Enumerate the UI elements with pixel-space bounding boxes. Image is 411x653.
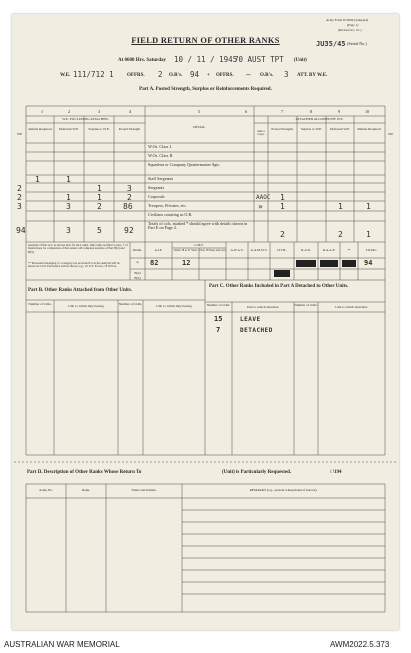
total-value: 3	[66, 226, 71, 235]
cell-value: »	[258, 202, 263, 211]
part-c-col1: Number of O.Rs.	[206, 303, 231, 307]
unit-value: 70 AUST TPT	[234, 55, 284, 64]
we-value: 111/712 1	[73, 70, 114, 79]
col-number-4: 4	[129, 109, 132, 114]
analysis-row-b3: B(3)	[134, 276, 141, 280]
analysis-note-2: ** Personnel belonging to a category not provided for in the analysis will be shown in Civil. Particulars will be shown, e.g., 25 U.S. Forces, 10 W.N.A.	[28, 261, 120, 269]
hdr-deficient-we: Deficient W.E.	[58, 127, 80, 131]
part-c-number: 7	[216, 326, 221, 334]
we-label: W.E.	[60, 73, 71, 78]
analysis-hdr-cmf-under: Under 18 to 31 Years	[173, 249, 198, 252]
part-c-number: 15	[214, 315, 223, 323]
part-c-col3: Number of O.Rs.	[294, 303, 318, 307]
col-number-2: 2	[68, 109, 71, 114]
analysis-hdr-aamws: A.A.M.W.S.	[250, 248, 268, 252]
part-d-hdr-rank: Rank.	[81, 488, 90, 492]
col-number-10: 10	[365, 109, 370, 114]
part-d-hdr-name: Name and Initials.	[131, 488, 157, 492]
cell-value: 3	[66, 202, 71, 211]
att-label: ATT. BY W.E.	[297, 73, 328, 78]
col-number-5: 5	[198, 109, 201, 114]
cell-value: 3	[17, 202, 22, 211]
revised-note: (Revised Oct., 19..)	[338, 28, 362, 32]
total-value: 2	[338, 230, 343, 239]
col-number-9: 9	[338, 109, 341, 114]
analysis-hdr-cmf: C.M.F.	[194, 243, 204, 247]
ors-value: 94	[190, 70, 200, 79]
row-detail: Troopers, Privates, etc.	[148, 203, 187, 208]
analysis-hdr-awas: A.W.A.S.	[230, 248, 244, 252]
cell-value: 1	[66, 175, 71, 184]
col-number-6: 6	[245, 109, 248, 114]
part-d-hdr-army-no: Army No.	[39, 488, 53, 492]
part-d-title: Part D. Description of Other Ranks Whose Return To	[27, 470, 142, 475]
plus-sign: +	[207, 73, 210, 78]
analysis-hdr-detail: Detail.	[132, 248, 143, 252]
analysis-row-b2: B(2)	[134, 271, 141, 275]
analysis-hdr-civil: CIVIL.	[277, 248, 287, 252]
serial-value: JU35/45	[316, 40, 346, 48]
date-value: 10 / 11 / 1945	[174, 55, 238, 64]
analysis-hdr-total: TOTAL.	[365, 248, 378, 252]
part-d-date: / /194	[330, 470, 342, 475]
part-a-title: Part A. Posted Strength, Surplus or Reinforcements Required.	[139, 87, 272, 92]
cell-value: 1	[97, 193, 102, 202]
analysis-a-cmf-value: 12	[182, 259, 191, 267]
cell-value: 2	[17, 184, 22, 193]
part-d-title-mid: (Unit) is Particularly Requested.	[222, 470, 292, 475]
page-title: FIELD RETURN OF OTHER RANKS	[131, 36, 280, 45]
total-value: 92	[124, 226, 134, 235]
hdr-r-refuits: Refuits Required.	[357, 127, 382, 131]
part-c-col2: Unit to which detached.	[246, 305, 280, 309]
total-value: 5	[97, 226, 102, 235]
analysis-a-total-value: 94	[364, 259, 373, 267]
row-detail: Civilians counting as O.R.	[148, 212, 193, 217]
analysis-hdr-cmf-over: Over 18 Years and over	[199, 249, 226, 252]
row-detail: Staff Sergeants	[148, 176, 174, 181]
hdr-r-surplus: Surplus to W.E.	[300, 127, 323, 131]
analysis-hdr-aif: A.I.F.	[154, 248, 163, 252]
form-number: Army Form W.3009 (Adapted)	[326, 18, 369, 22]
row-detail: Corporals	[148, 194, 165, 199]
total-value: 2	[280, 230, 285, 239]
total-value: 94	[16, 226, 26, 235]
at-label: At 0600 Hrs. Saturday	[118, 58, 167, 63]
hdr-r-deficient: Deficient W.E.	[329, 127, 351, 131]
unit-label: (Unit)	[294, 58, 307, 63]
cell-value: 1	[35, 175, 40, 184]
part-c-unit: LEAVE	[240, 316, 261, 323]
analysis-note-1: Analysis of Part A to be shown here for ALL units. Only units notified to para. 7 of Instructions for completion of this return will complete analysis of Part B(2) and B(3).	[28, 243, 128, 254]
hdr-arm-corps: Arm or Corps.	[257, 130, 265, 136]
ors-label: O.R's.	[169, 73, 183, 78]
ors2-label: O.R's.	[260, 73, 274, 78]
offrs2-value: —	[246, 70, 251, 79]
cell-value: 1	[280, 202, 285, 211]
row-detail: Sergeants	[148, 185, 165, 190]
analysis-hdr-star: **	[347, 248, 351, 252]
cell-value: 2	[97, 202, 102, 211]
part-b-col4: Unit to which they belong	[156, 304, 192, 308]
col-number-8: 8	[310, 109, 313, 114]
analysis-hdr-ran: R.A.N.	[301, 248, 311, 252]
detail-header: DETAIL.	[193, 125, 206, 129]
we-mark-right: WE	[388, 132, 394, 136]
cell-value: 1	[280, 193, 285, 202]
left-group-header: W.E. EXCLUDING ATTACHED.	[62, 117, 109, 121]
right-group-header: ATTACHED ALLOWED BY W.E.	[295, 117, 344, 121]
col-number-1: 1	[41, 109, 44, 114]
offrs2-label: OFFRS.	[216, 73, 234, 78]
hdr-surplus-we: Surplus to W.E.	[88, 127, 110, 131]
col-number-7: 7	[281, 109, 284, 114]
total-value: 1	[366, 230, 371, 239]
col-number-3: 3	[98, 109, 101, 114]
cell-value: AAOC	[256, 194, 271, 201]
row-detail: Squadron or Company Quartermaster Sgts.	[148, 162, 221, 167]
part-b-title: Part B. Other Ranks Attached from Other Units.	[28, 288, 133, 293]
hdr-posted-strength: Posted Strength	[118, 127, 141, 131]
serial-label: (Serial No.)	[347, 41, 367, 46]
hdr-refuits-required: Refuits Required	[28, 127, 52, 131]
analysis-a-aif-value: 82	[150, 259, 159, 267]
footer-credit: AUSTRALIAN WAR MEMORIAL	[4, 640, 120, 649]
cell-value: 1	[97, 184, 102, 193]
page-number: (Page 1)	[347, 23, 359, 27]
cell-value: 1	[338, 202, 343, 211]
row-detail: W.Os. Class I.	[148, 144, 172, 149]
part-c-title: Part C. Other Ranks Included in Part A Detached to Other Units.	[209, 284, 349, 289]
footer-accession: AWM2022.5.373	[330, 640, 390, 649]
offrs-value: 2	[158, 70, 163, 79]
row-detail-totals: Totals of cols. marked * should agree with details shown in Part E on Page 2.	[148, 221, 248, 231]
cell-value: 1	[366, 202, 371, 211]
cell-value: 2	[127, 193, 132, 202]
ors2-value: 3	[284, 70, 289, 79]
part-d-hdr-remarks: REMARKS (e.g., present whereabouts if known).	[249, 488, 318, 492]
cell-value: 3	[127, 184, 132, 193]
part-c-col4: Unit to which detached.	[335, 305, 368, 309]
cell-value: 86	[123, 202, 133, 211]
hdr-r-posted-strength: Posted Strength.	[271, 127, 294, 131]
row-detail: W.Os. Class II.	[148, 153, 174, 158]
offrs-label: OFFRS.	[127, 73, 145, 78]
part-b-col3: Number of O.Rs.	[118, 302, 143, 306]
cell-value: 2	[17, 193, 22, 202]
cell-value: 1	[66, 193, 71, 202]
part-b-col1: Number of O.Rs.	[28, 302, 52, 306]
part-b-col2: Unit to which they belong	[68, 304, 104, 308]
part-c-unit: DETACHED	[240, 327, 273, 334]
analysis-hdr-raaf: R.A.A.F.	[322, 248, 336, 252]
we-mark-left: WE	[17, 132, 23, 136]
analysis-row-a: A	[136, 260, 139, 264]
